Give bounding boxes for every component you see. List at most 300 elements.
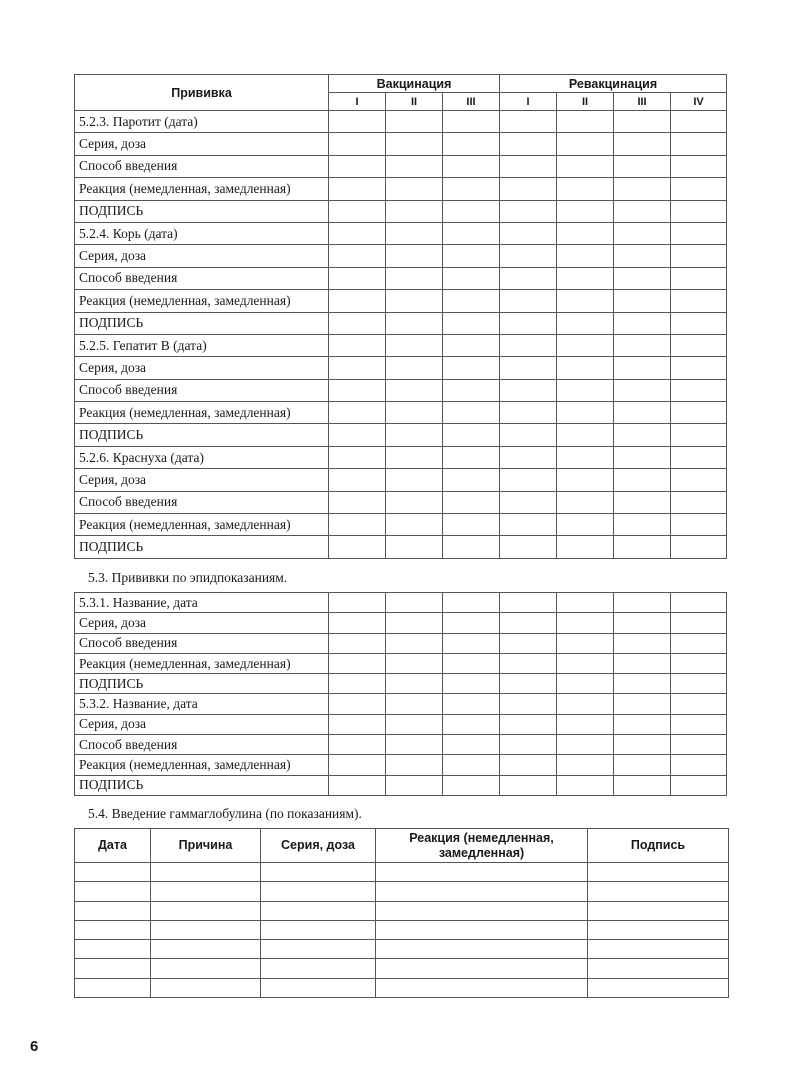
entry-cell[interactable] bbox=[500, 312, 557, 334]
entry-cell[interactable] bbox=[671, 653, 727, 673]
entry-cell[interactable] bbox=[614, 111, 671, 133]
entry-cell[interactable] bbox=[443, 357, 500, 379]
entry-cell[interactable] bbox=[386, 245, 443, 267]
row-label: Серия, доза bbox=[75, 469, 329, 491]
entry-cell[interactable] bbox=[614, 613, 671, 633]
entry-cell[interactable] bbox=[557, 133, 614, 155]
entry-cell[interactable] bbox=[329, 714, 386, 734]
entry-cell[interactable] bbox=[443, 694, 500, 714]
entry-cell[interactable] bbox=[329, 200, 386, 222]
entry-cell[interactable] bbox=[500, 402, 557, 424]
entry-cell[interactable] bbox=[500, 735, 557, 755]
header-vaccination-group: Вакцинация bbox=[329, 75, 500, 93]
row-label: Реакция (немедленная, замедленная) bbox=[75, 290, 329, 312]
entry-cell[interactable] bbox=[386, 674, 443, 694]
entry-cell[interactable] bbox=[151, 901, 261, 920]
table-row bbox=[75, 978, 729, 997]
header-signature: Подпись bbox=[588, 829, 729, 863]
entry-cell[interactable] bbox=[329, 267, 386, 289]
entry-cell[interactable] bbox=[614, 633, 671, 653]
entry-cell[interactable] bbox=[557, 267, 614, 289]
entry-cell[interactable] bbox=[329, 775, 386, 795]
entry-cell[interactable] bbox=[671, 446, 727, 468]
entry-cell[interactable] bbox=[557, 334, 614, 356]
entry-cell[interactable] bbox=[588, 901, 729, 920]
entry-cell[interactable] bbox=[500, 133, 557, 155]
entry-cell[interactable] bbox=[557, 446, 614, 468]
entry-cell[interactable] bbox=[614, 312, 671, 334]
table-row bbox=[75, 469, 727, 491]
epidemic-vaccination-table bbox=[74, 592, 727, 796]
entry-cell[interactable] bbox=[75, 920, 151, 939]
entry-cell[interactable] bbox=[557, 111, 614, 133]
entry-cell[interactable] bbox=[329, 536, 386, 558]
entry-cell[interactable] bbox=[443, 491, 500, 513]
entry-cell[interactable] bbox=[386, 613, 443, 633]
entry-cell[interactable] bbox=[557, 222, 614, 244]
entry-cell[interactable] bbox=[500, 633, 557, 653]
entry-cell[interactable] bbox=[329, 674, 386, 694]
entry-cell[interactable] bbox=[614, 593, 671, 613]
entry-cell[interactable] bbox=[614, 290, 671, 312]
header-revac-col: I bbox=[500, 93, 557, 111]
row-label: 5.2.4. Корь (дата) bbox=[75, 222, 329, 244]
entry-cell[interactable] bbox=[614, 155, 671, 177]
entry-cell[interactable] bbox=[588, 959, 729, 978]
table-row bbox=[75, 959, 729, 978]
table-row bbox=[75, 290, 727, 312]
entry-cell[interactable] bbox=[386, 694, 443, 714]
entry-cell[interactable] bbox=[500, 653, 557, 673]
entry-cell[interactable] bbox=[329, 178, 386, 200]
entry-cell[interactable] bbox=[671, 694, 727, 714]
entry-cell[interactable] bbox=[329, 424, 386, 446]
entry-cell[interactable] bbox=[557, 469, 614, 491]
row-label: 5.2.5. Гепатит В (дата) bbox=[75, 334, 329, 356]
entry-cell[interactable] bbox=[557, 402, 614, 424]
entry-cell[interactable] bbox=[443, 402, 500, 424]
header-revaccination-group: Ревакцинация bbox=[500, 75, 727, 93]
section-title-gammaglobulin: 5.4. Введение гаммаглобулина (по показаниям). bbox=[88, 806, 362, 821]
entry-cell[interactable] bbox=[588, 940, 729, 959]
entry-cell[interactable] bbox=[329, 633, 386, 653]
entry-cell[interactable] bbox=[443, 536, 500, 558]
entry-cell[interactable] bbox=[614, 755, 671, 775]
entry-cell[interactable] bbox=[500, 222, 557, 244]
entry-cell[interactable] bbox=[671, 245, 727, 267]
entry-cell[interactable] bbox=[557, 775, 614, 795]
entry-cell[interactable] bbox=[557, 155, 614, 177]
entry-cell[interactable] bbox=[500, 469, 557, 491]
entry-cell[interactable] bbox=[671, 290, 727, 312]
table-row bbox=[75, 514, 727, 536]
entry-cell[interactable] bbox=[443, 755, 500, 775]
entry-cell[interactable] bbox=[386, 379, 443, 401]
entry-cell[interactable] bbox=[671, 775, 727, 795]
entry-cell[interactable] bbox=[671, 633, 727, 653]
entry-cell[interactable] bbox=[500, 491, 557, 513]
row-label: ПОДПИСЬ bbox=[75, 424, 329, 446]
entry-cell[interactable] bbox=[614, 178, 671, 200]
entry-cell[interactable] bbox=[671, 133, 727, 155]
entry-cell[interactable] bbox=[557, 379, 614, 401]
entry-cell[interactable] bbox=[386, 334, 443, 356]
entry-cell[interactable] bbox=[500, 775, 557, 795]
entry-cell[interactable] bbox=[588, 863, 729, 882]
entry-cell[interactable] bbox=[557, 714, 614, 734]
table-row bbox=[75, 674, 727, 694]
entry-cell[interactable] bbox=[386, 536, 443, 558]
entry-cell[interactable] bbox=[329, 379, 386, 401]
row-label: ПОДПИСЬ bbox=[75, 312, 329, 334]
entry-cell[interactable] bbox=[75, 901, 151, 920]
entry-cell[interactable] bbox=[329, 593, 386, 613]
entry-cell[interactable] bbox=[329, 402, 386, 424]
entry-cell[interactable] bbox=[557, 290, 614, 312]
entry-cell[interactable] bbox=[500, 155, 557, 177]
entry-cell[interactable] bbox=[557, 613, 614, 633]
entry-cell[interactable] bbox=[261, 978, 376, 997]
gammaglobulin-table bbox=[74, 828, 729, 998]
entry-cell[interactable] bbox=[500, 446, 557, 468]
entry-cell[interactable] bbox=[151, 978, 261, 997]
entry-cell[interactable] bbox=[386, 714, 443, 734]
table-row bbox=[75, 613, 727, 633]
table-row bbox=[75, 940, 729, 959]
entry-cell[interactable] bbox=[386, 267, 443, 289]
entry-cell[interactable] bbox=[671, 312, 727, 334]
entry-cell[interactable] bbox=[614, 245, 671, 267]
entry-cell[interactable] bbox=[329, 491, 386, 513]
entry-cell[interactable] bbox=[75, 978, 151, 997]
entry-cell[interactable] bbox=[500, 178, 557, 200]
entry-cell[interactable] bbox=[671, 536, 727, 558]
entry-cell[interactable] bbox=[329, 245, 386, 267]
table-row bbox=[75, 920, 729, 939]
entry-cell[interactable] bbox=[329, 133, 386, 155]
entry-cell[interactable] bbox=[329, 222, 386, 244]
entry-cell[interactable] bbox=[557, 735, 614, 755]
entry-cell[interactable] bbox=[500, 245, 557, 267]
entry-cell[interactable] bbox=[614, 536, 671, 558]
entry-cell[interactable] bbox=[386, 357, 443, 379]
entry-cell[interactable] bbox=[329, 446, 386, 468]
entry-cell[interactable] bbox=[557, 312, 614, 334]
entry-cell[interactable] bbox=[386, 633, 443, 653]
entry-cell[interactable] bbox=[671, 111, 727, 133]
entry-cell[interactable] bbox=[376, 863, 588, 882]
entry-cell[interactable] bbox=[443, 379, 500, 401]
entry-cell[interactable] bbox=[557, 357, 614, 379]
entry-cell[interactable] bbox=[386, 155, 443, 177]
row-label: 5.3.1. Название, дата bbox=[75, 593, 329, 613]
entry-cell[interactable] bbox=[443, 245, 500, 267]
entry-cell[interactable] bbox=[151, 920, 261, 939]
entry-cell[interactable] bbox=[151, 959, 261, 978]
entry-cell[interactable] bbox=[614, 334, 671, 356]
row-label: Серия, доза bbox=[75, 714, 329, 734]
entry-cell[interactable] bbox=[557, 653, 614, 673]
entry-cell[interactable] bbox=[386, 735, 443, 755]
entry-cell[interactable] bbox=[151, 882, 261, 901]
entry-cell[interactable] bbox=[329, 755, 386, 775]
entry-cell[interactable] bbox=[386, 133, 443, 155]
entry-cell[interactable] bbox=[329, 111, 386, 133]
entry-cell[interactable] bbox=[376, 882, 588, 901]
entry-cell[interactable] bbox=[500, 267, 557, 289]
entry-cell[interactable] bbox=[386, 312, 443, 334]
header-vac-col: III bbox=[443, 93, 500, 111]
entry-cell[interactable] bbox=[386, 653, 443, 673]
entry-cell[interactable] bbox=[329, 290, 386, 312]
entry-cell[interactable] bbox=[386, 111, 443, 133]
entry-cell[interactable] bbox=[614, 469, 671, 491]
entry-cell[interactable] bbox=[386, 200, 443, 222]
entry-cell[interactable] bbox=[614, 735, 671, 755]
table-row bbox=[75, 379, 727, 401]
entry-cell[interactable] bbox=[500, 674, 557, 694]
entry-cell[interactable] bbox=[500, 379, 557, 401]
entry-cell[interactable] bbox=[671, 357, 727, 379]
table-row bbox=[75, 111, 727, 133]
entry-cell[interactable] bbox=[261, 920, 376, 939]
header-revac-col: IV bbox=[671, 93, 727, 111]
entry-cell[interactable] bbox=[671, 735, 727, 755]
entry-cell[interactable] bbox=[443, 633, 500, 653]
entry-cell[interactable] bbox=[671, 613, 727, 633]
row-label: Серия, доза bbox=[75, 357, 329, 379]
entry-cell[interactable] bbox=[671, 178, 727, 200]
table-row bbox=[75, 901, 729, 920]
entry-cell[interactable] bbox=[557, 200, 614, 222]
entry-cell[interactable] bbox=[75, 959, 151, 978]
entry-cell[interactable] bbox=[557, 424, 614, 446]
table-row bbox=[75, 633, 727, 653]
entry-cell[interactable] bbox=[386, 469, 443, 491]
entry-cell[interactable] bbox=[386, 491, 443, 513]
entry-cell[interactable] bbox=[75, 882, 151, 901]
entry-cell[interactable] bbox=[386, 514, 443, 536]
entry-cell[interactable] bbox=[671, 469, 727, 491]
entry-cell[interactable] bbox=[614, 402, 671, 424]
entry-cell[interactable] bbox=[614, 491, 671, 513]
entry-cell[interactable] bbox=[500, 424, 557, 446]
entry-cell[interactable] bbox=[376, 901, 588, 920]
entry-cell[interactable] bbox=[329, 155, 386, 177]
entry-cell[interactable] bbox=[386, 755, 443, 775]
entry-cell[interactable] bbox=[261, 959, 376, 978]
entry-cell[interactable] bbox=[500, 111, 557, 133]
entry-cell[interactable] bbox=[443, 267, 500, 289]
entry-cell[interactable] bbox=[614, 222, 671, 244]
entry-cell[interactable] bbox=[151, 863, 261, 882]
entry-cell[interactable] bbox=[443, 653, 500, 673]
entry-cell[interactable] bbox=[614, 200, 671, 222]
entry-cell[interactable] bbox=[671, 755, 727, 775]
table-row bbox=[75, 424, 727, 446]
entry-cell[interactable] bbox=[386, 775, 443, 795]
entry-cell[interactable] bbox=[376, 959, 588, 978]
entry-cell[interactable] bbox=[671, 424, 727, 446]
row-label: Способ введения bbox=[75, 735, 329, 755]
entry-cell[interactable] bbox=[588, 882, 729, 901]
table-row bbox=[75, 755, 727, 775]
entry-cell[interactable] bbox=[671, 593, 727, 613]
table-row bbox=[75, 402, 727, 424]
entry-cell[interactable] bbox=[329, 334, 386, 356]
entry-cell[interactable] bbox=[614, 446, 671, 468]
row-label: Серия, доза bbox=[75, 613, 329, 633]
entry-cell[interactable] bbox=[329, 514, 386, 536]
entry-cell[interactable] bbox=[329, 312, 386, 334]
row-label: ПОДПИСЬ bbox=[75, 200, 329, 222]
entry-cell[interactable] bbox=[376, 920, 588, 939]
entry-cell[interactable] bbox=[443, 424, 500, 446]
entry-cell[interactable] bbox=[500, 613, 557, 633]
entry-cell[interactable] bbox=[500, 714, 557, 734]
entry-cell[interactable] bbox=[500, 514, 557, 536]
entry-cell[interactable] bbox=[443, 155, 500, 177]
table-row bbox=[75, 735, 727, 755]
table-row bbox=[75, 245, 727, 267]
entry-cell[interactable] bbox=[500, 290, 557, 312]
entry-cell[interactable] bbox=[75, 863, 151, 882]
entry-cell[interactable] bbox=[557, 245, 614, 267]
entry-cell[interactable] bbox=[671, 514, 727, 536]
entry-cell[interactable] bbox=[557, 514, 614, 536]
entry-cell[interactable] bbox=[376, 978, 588, 997]
table-row bbox=[75, 714, 727, 734]
entry-cell[interactable] bbox=[671, 379, 727, 401]
page-number: 6 bbox=[30, 1038, 39, 1055]
entry-cell[interactable] bbox=[443, 446, 500, 468]
entry-cell[interactable] bbox=[443, 178, 500, 200]
entry-cell[interactable] bbox=[386, 402, 443, 424]
entry-cell[interactable] bbox=[443, 674, 500, 694]
entry-cell[interactable] bbox=[443, 714, 500, 734]
entry-cell[interactable] bbox=[261, 901, 376, 920]
entry-cell[interactable] bbox=[671, 674, 727, 694]
entry-cell[interactable] bbox=[557, 178, 614, 200]
entry-cell[interactable] bbox=[671, 267, 727, 289]
entry-cell[interactable] bbox=[557, 755, 614, 775]
entry-cell[interactable] bbox=[386, 222, 443, 244]
entry-cell[interactable] bbox=[261, 940, 376, 959]
entry-cell[interactable] bbox=[614, 694, 671, 714]
row-label: Способ введения bbox=[75, 491, 329, 513]
entry-cell[interactable] bbox=[614, 357, 671, 379]
entry-cell[interactable] bbox=[614, 674, 671, 694]
table-row bbox=[75, 653, 727, 673]
entry-cell[interactable] bbox=[500, 694, 557, 714]
entry-cell[interactable] bbox=[443, 514, 500, 536]
entry-cell[interactable] bbox=[329, 694, 386, 714]
entry-cell[interactable] bbox=[443, 133, 500, 155]
entry-cell[interactable] bbox=[443, 613, 500, 633]
entry-cell[interactable] bbox=[151, 940, 261, 959]
table-row bbox=[75, 155, 727, 177]
entry-cell[interactable] bbox=[443, 312, 500, 334]
entry-cell[interactable] bbox=[500, 200, 557, 222]
header-reason: Причина bbox=[151, 829, 261, 863]
entry-cell[interactable] bbox=[500, 334, 557, 356]
entry-cell[interactable] bbox=[557, 593, 614, 613]
entry-cell[interactable] bbox=[557, 674, 614, 694]
entry-cell[interactable] bbox=[557, 694, 614, 714]
entry-cell[interactable] bbox=[443, 593, 500, 613]
entry-cell[interactable] bbox=[500, 755, 557, 775]
entry-cell[interactable] bbox=[386, 446, 443, 468]
entry-cell[interactable] bbox=[329, 735, 386, 755]
entry-cell[interactable] bbox=[671, 714, 727, 734]
entry-cell[interactable] bbox=[614, 775, 671, 795]
entry-cell[interactable] bbox=[443, 735, 500, 755]
entry-cell[interactable] bbox=[614, 424, 671, 446]
entry-cell[interactable] bbox=[443, 775, 500, 795]
entry-cell[interactable] bbox=[614, 133, 671, 155]
entry-cell[interactable] bbox=[443, 334, 500, 356]
entry-cell[interactable] bbox=[443, 111, 500, 133]
entry-cell[interactable] bbox=[614, 653, 671, 673]
entry-cell[interactable] bbox=[261, 863, 376, 882]
row-label: 5.3.2. Название, дата bbox=[75, 694, 329, 714]
entry-cell[interactable] bbox=[614, 379, 671, 401]
vaccination-table-body bbox=[75, 111, 727, 559]
entry-cell[interactable] bbox=[500, 536, 557, 558]
entry-cell[interactable] bbox=[671, 334, 727, 356]
vaccination-table bbox=[74, 74, 727, 559]
row-label: 5.2.3. Паротит (дата) bbox=[75, 111, 329, 133]
entry-cell[interactable] bbox=[671, 200, 727, 222]
entry-cell[interactable] bbox=[75, 940, 151, 959]
entry-cell[interactable] bbox=[329, 469, 386, 491]
entry-cell[interactable] bbox=[557, 536, 614, 558]
entry-cell[interactable] bbox=[386, 593, 443, 613]
gammaglobulin-table-body bbox=[75, 863, 729, 998]
entry-cell[interactable] bbox=[386, 290, 443, 312]
entry-cell[interactable] bbox=[588, 978, 729, 997]
entry-cell[interactable] bbox=[261, 882, 376, 901]
entry-cell[interactable] bbox=[671, 155, 727, 177]
entry-cell[interactable] bbox=[557, 633, 614, 653]
entry-cell[interactable] bbox=[329, 613, 386, 633]
row-label: ПОДПИСЬ bbox=[75, 536, 329, 558]
row-label: ПОДПИСЬ bbox=[75, 775, 329, 795]
entry-cell[interactable] bbox=[376, 940, 588, 959]
table-row bbox=[75, 133, 727, 155]
entry-cell[interactable] bbox=[386, 178, 443, 200]
entry-cell[interactable] bbox=[329, 653, 386, 673]
entry-cell[interactable] bbox=[329, 357, 386, 379]
entry-cell[interactable] bbox=[614, 714, 671, 734]
entry-cell[interactable] bbox=[500, 593, 557, 613]
entry-cell[interactable] bbox=[443, 469, 500, 491]
entry-cell[interactable] bbox=[671, 491, 727, 513]
row-label: Реакция (немедленная, замедленная) bbox=[75, 178, 329, 200]
entry-cell[interactable] bbox=[443, 222, 500, 244]
table-row bbox=[75, 267, 727, 289]
entry-cell[interactable] bbox=[671, 222, 727, 244]
entry-cell[interactable] bbox=[671, 402, 727, 424]
entry-cell[interactable] bbox=[443, 200, 500, 222]
entry-cell[interactable] bbox=[500, 357, 557, 379]
entry-cell[interactable] bbox=[557, 491, 614, 513]
entry-cell[interactable] bbox=[614, 267, 671, 289]
entry-cell[interactable] bbox=[443, 290, 500, 312]
entry-cell[interactable] bbox=[386, 424, 443, 446]
entry-cell[interactable] bbox=[588, 920, 729, 939]
entry-cell[interactable] bbox=[614, 514, 671, 536]
